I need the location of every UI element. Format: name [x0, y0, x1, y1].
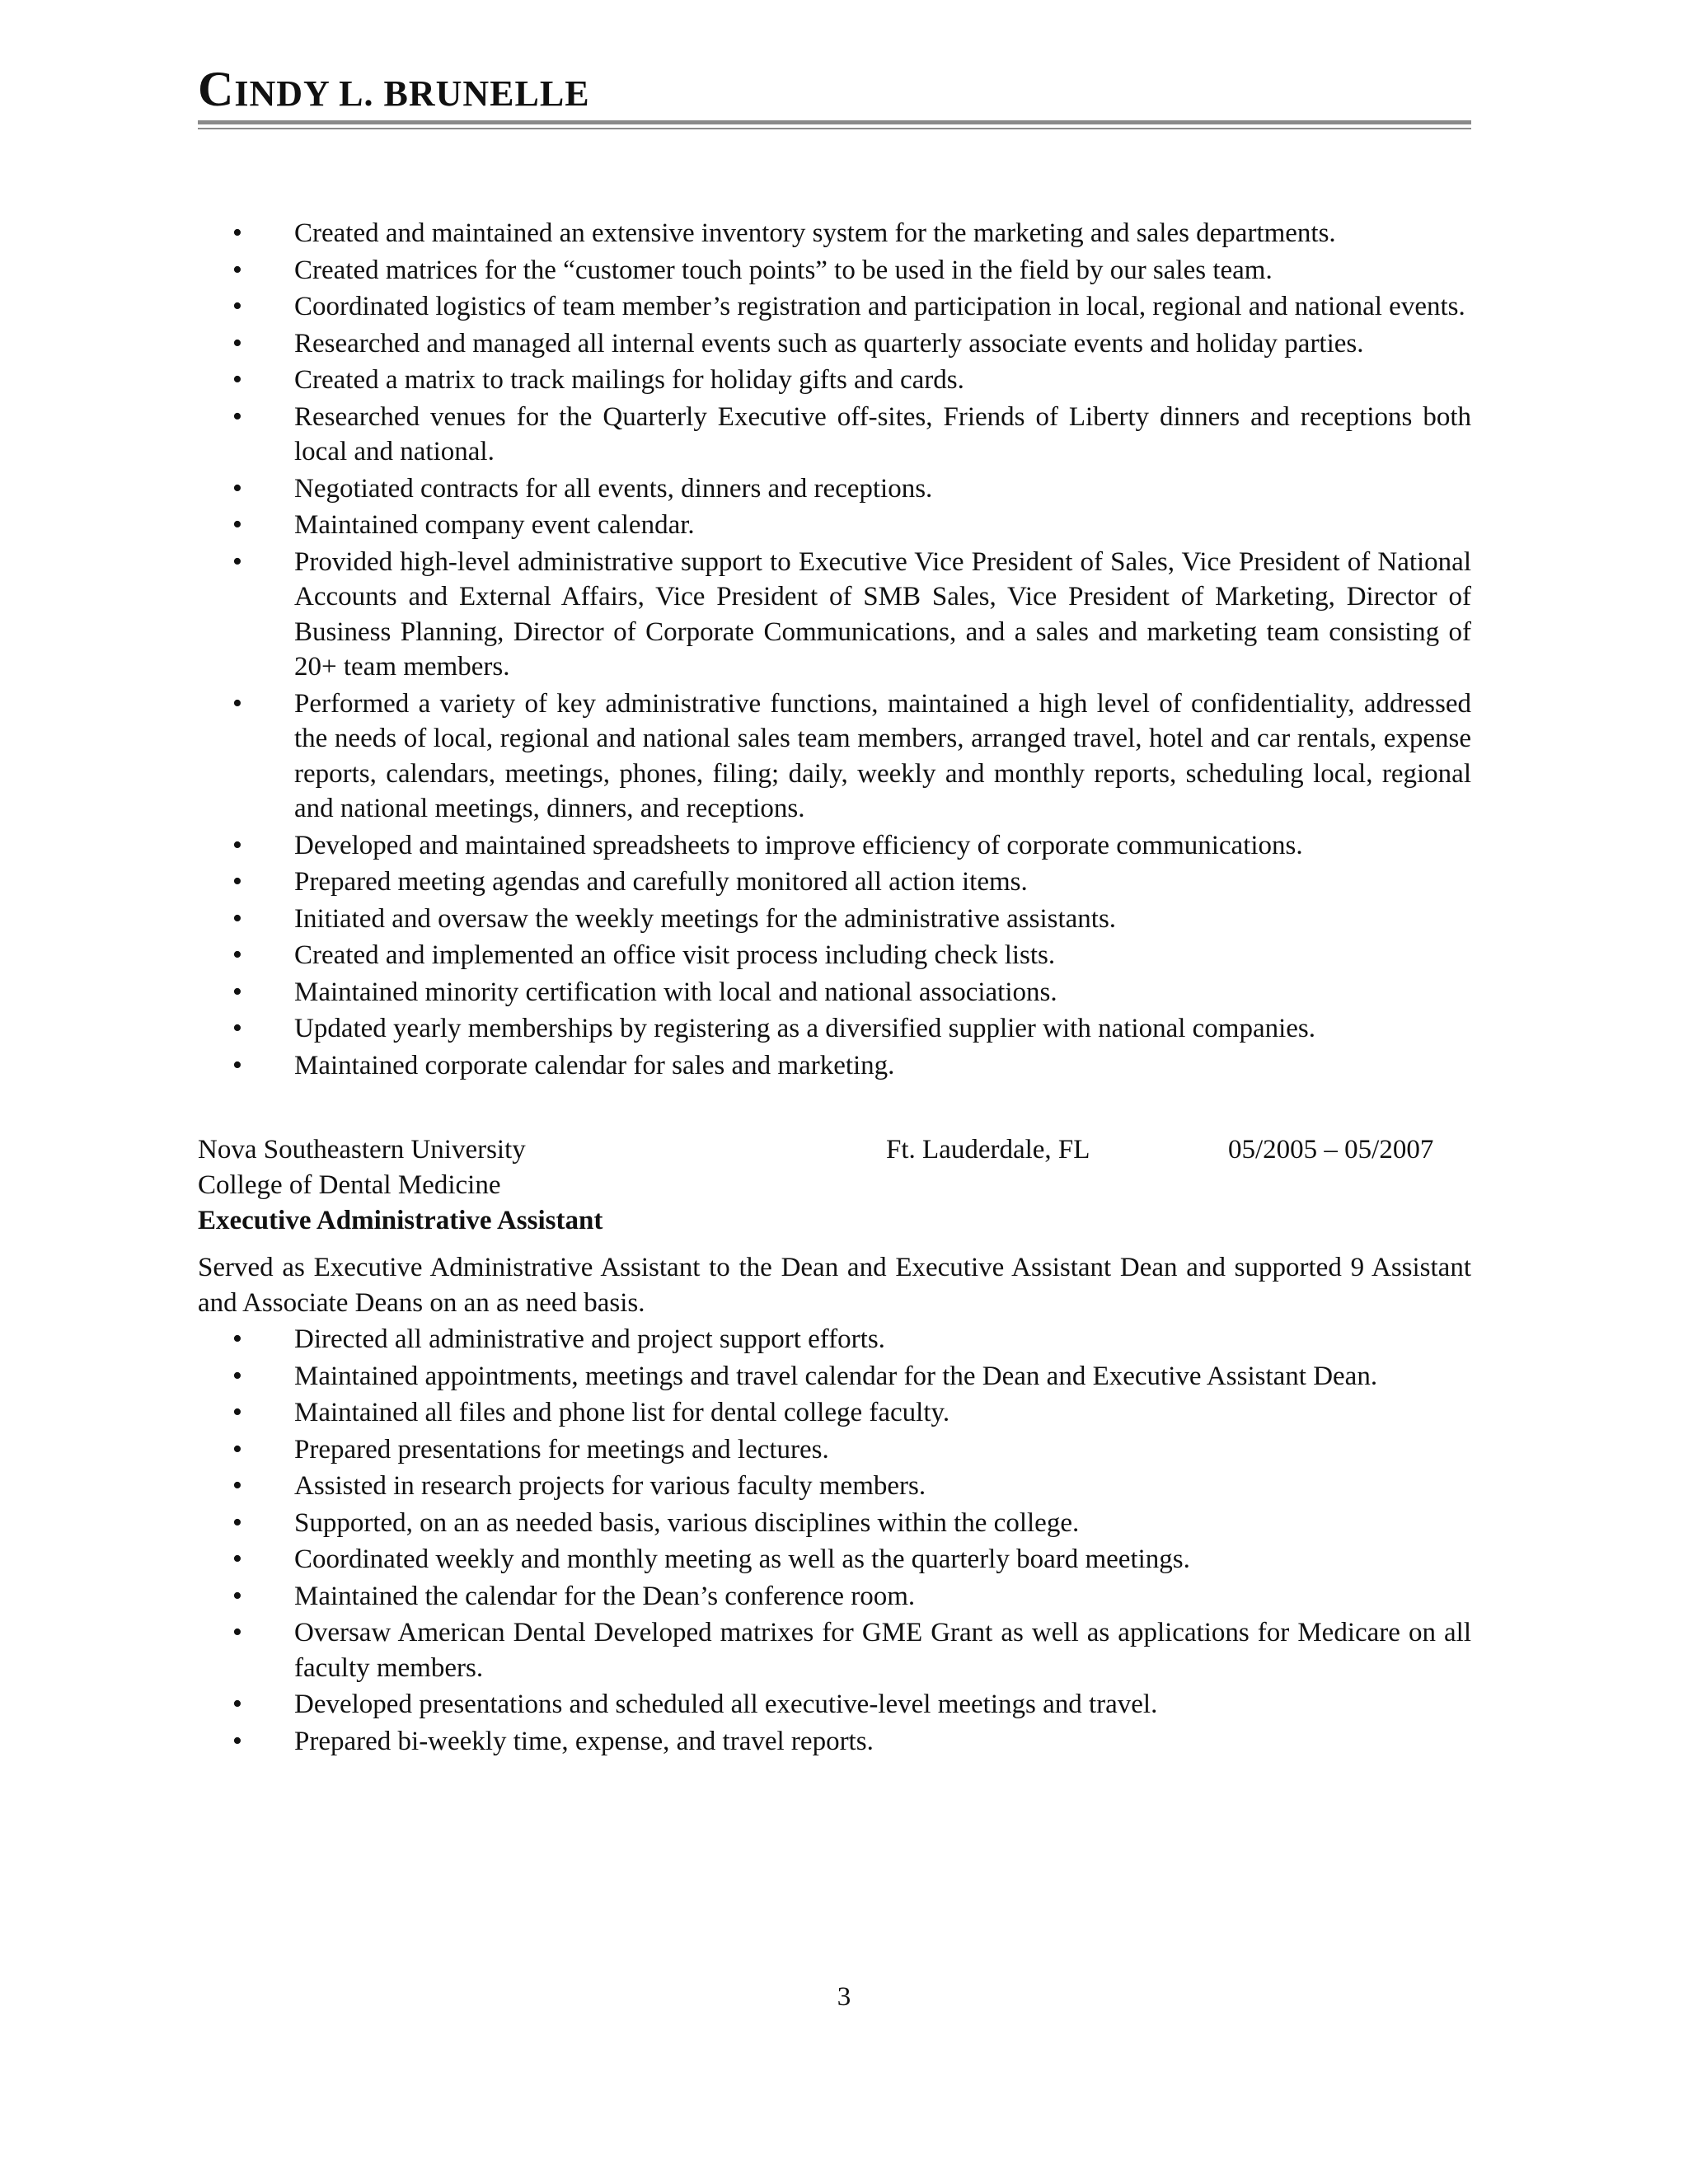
name-initial: C — [198, 62, 235, 116]
job2-summary: Served as Executive Administrative Assistant to the Dean and Executive Assistant Dean and supported 9 Assistant and Associate Deans on an as need basis. — [198, 1253, 1471, 1318]
bullet-item: • Initiated and oversaw the weekly meetings for the administrative assistants. — [294, 902, 1471, 937]
bullet-item: • Created and maintained an extensive inventory system for the marketing and sales departments. — [294, 216, 1471, 251]
job2-bullet-list — [198, 1322, 1471, 1759]
bullet-item: • Researched venues for the Quarterly Executive off-sites, Friends of Liberty dinners and receptions both local and national. — [294, 400, 1471, 470]
bullet-item: • Negotiated contracts for all events, dinners and receptions. — [294, 471, 1471, 507]
job2-dates: 05/2005 – 05/2007 — [1228, 1135, 1434, 1165]
resume-name-heading — [198, 64, 590, 114]
bullet-item: • Coordinated logistics of team member’s registration and participation in local, regional and national events. — [294, 289, 1471, 325]
bullet-item: • Maintained the calendar for the Dean’s conference room. — [294, 1579, 1471, 1615]
page-number: 3 — [837, 1982, 851, 2012]
bullet-item: • Maintained company event calendar. — [294, 508, 1471, 543]
bullet-item: • Developed and maintained spreadsheets to improve efficiency of corporate communications. — [294, 828, 1471, 864]
bullet-item: • Researched and managed all internal events such as quarterly associate events and holiday parties. — [294, 326, 1471, 362]
job2-department: College of Dental Medicine — [198, 1170, 501, 1200]
bullet-item: • Oversaw American Dental Developed matrixes for GME Grant as well as applications for Medicare on all faculty members. — [294, 1615, 1471, 1685]
bullet-item: • Supported, on an as needed basis, various disciplines within the college. — [294, 1506, 1471, 1541]
bullet-item: • Maintained appointments, meetings and travel calendar for the Dean and Executive Assistant Dean. — [294, 1359, 1471, 1394]
job2-organization: Nova Southeastern University — [198, 1135, 526, 1165]
bullet-item: • Prepared meeting agendas and carefully monitored all action items. — [294, 865, 1471, 900]
bullet-item: • Provided high-level administrative support to Executive Vice President of Sales, Vice President of National Accounts and External Affairs, Vice President of SMB Sales, Vice President of Marketing, Director of Business Planning, Director of Corporate Communications, and a sales and marketing team consisting of 20+ team members. — [294, 545, 1471, 685]
bullet-item: • Directed all administrative and project support efforts. — [294, 1322, 1471, 1357]
bullet-item: • Assisted in research projects for various faculty members. — [294, 1469, 1471, 1504]
bullet-item: • Created a matrix to track mailings for holiday gifts and cards. — [294, 363, 1471, 398]
header-rule-thin — [198, 128, 1471, 129]
job2-header-line — [198, 1132, 1471, 1168]
bullet-item: • Coordinated weekly and monthly meeting as well as the quarterly board meetings. — [294, 1542, 1471, 1577]
bullet-item: • Maintained minority certification with local and national associations. — [294, 975, 1471, 1010]
name-rest: INDY L. BRUNELLE — [234, 73, 590, 114]
header-rule-thick — [198, 120, 1471, 124]
job2-location: Ft. Lauderdale, FL — [886, 1135, 1090, 1165]
job2-title: Executive Administrative Assistant — [198, 1206, 603, 1235]
bullet-item: • Updated yearly memberships by registering as a diversified supplier with national companies. — [294, 1011, 1471, 1047]
bullet-item: • Prepared presentations for meetings and lectures. — [294, 1432, 1471, 1468]
bullet-item: • Created and implemented an office visit process including check lists. — [294, 938, 1471, 973]
bullet-item: • Prepared bi-weekly time, expense, and travel reports. — [294, 1724, 1471, 1760]
bullet-item: • Performed a variety of key administrative functions, maintained a high level of confidentiality, addressed the needs of local, regional and national sales team members, arranged travel, hotel and car rentals, expense reports, calendars, meetings, phones, filing; daily, weekly and monthly reports, scheduling local, regional and national meetings, dinners, and receptions. — [294, 687, 1471, 827]
job1-bullet-list — [198, 216, 1471, 1083]
bullet-item: • Maintained all files and phone list for dental college faculty. — [294, 1395, 1471, 1431]
bullet-item: • Developed presentations and scheduled all executive-level meetings and travel. — [294, 1687, 1471, 1722]
bullet-item: • Maintained corporate calendar for sales and marketing. — [294, 1048, 1471, 1084]
resume-body — [198, 216, 1471, 1760]
bullet-item: • Created matrices for the “customer touch points” to be used in the field by our sales team. — [294, 253, 1471, 288]
